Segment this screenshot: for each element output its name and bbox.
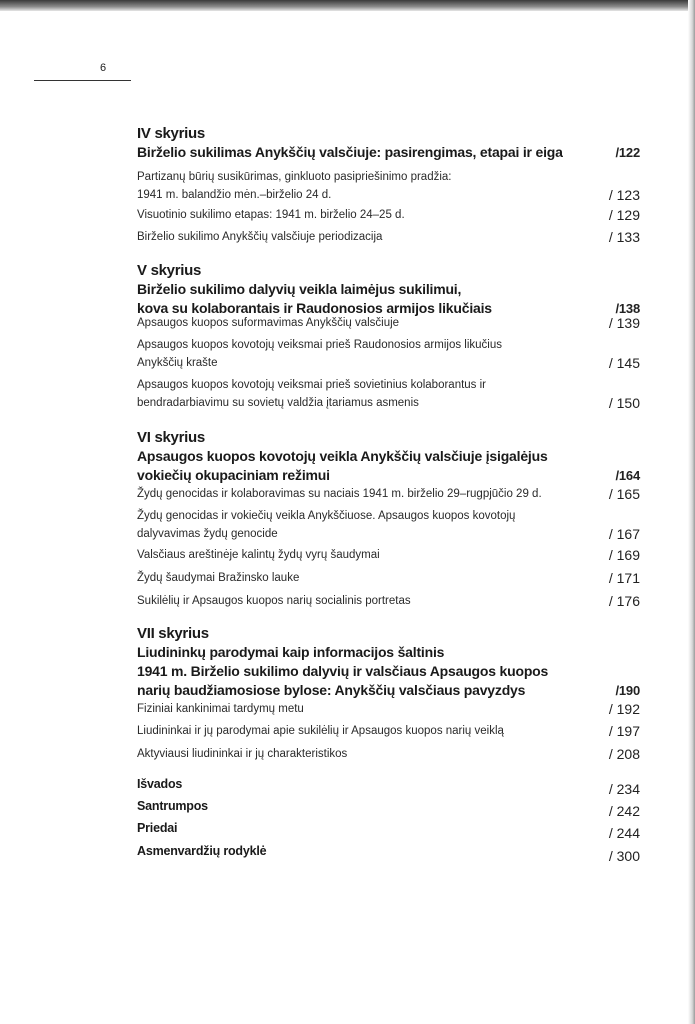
entry-title: Aktyviausi liudininkai ir jų charakteristikos	[137, 748, 348, 760]
toc-entry[interactable]	[137, 507, 640, 543]
toc-entry[interactable]	[137, 168, 640, 204]
entry-page-number: / 208	[608, 746, 640, 762]
toc-entry[interactable]	[137, 722, 640, 740]
end-matter-entry[interactable]	[137, 777, 640, 797]
end-matter-label: Išvados	[137, 777, 183, 791]
chapter-title: Birželio sukilimo dalyvių veikla laimėjus sukilimui, kova su kolaborantais ir Raudonosios armijos likučiais	[137, 281, 492, 316]
entry-page-number: / 123	[608, 187, 640, 203]
chapter-page-number: /190	[615, 683, 640, 698]
entry-page-number: / 171	[608, 570, 640, 586]
entry-page-number: / 145	[608, 355, 640, 371]
entry-title: Žydų genocidas ir kolaboravimas su naciais 1941 m. birželio 29–rugpjūčio 29 d.	[137, 488, 542, 500]
chapter-label: VII skyrius	[137, 625, 209, 642]
toc-entry[interactable]	[137, 569, 640, 587]
entry-title: Liudininkai ir jų parodymai apie sukilėlių ir Apsaugos kuopos narių veiklą	[137, 725, 504, 737]
scan-top-edge	[0, 0, 695, 11]
end-matter-page-number: / 300	[608, 848, 640, 864]
entry-title: Apsaugos kuopos kovotojų veiksmai prieš Raudonosios armijos likučius Anykščių krašte	[137, 339, 502, 369]
toc-entry[interactable]	[137, 745, 640, 763]
entry-page-number: / 133	[608, 229, 640, 245]
toc-entry[interactable]	[137, 206, 640, 224]
chapter-label: IV skyrius	[137, 125, 205, 142]
entry-title: Partizanų būrių susikūrimas, ginkluoto pasipriešinimo pradžia: 1941 m. balandžio mėn.–birželio 24 d.	[137, 171, 452, 201]
chapter-page-number: /164	[615, 468, 640, 483]
toc-entry[interactable]	[137, 700, 640, 718]
chapter-title-row[interactable]	[137, 447, 640, 485]
chapter-page-number: /122	[615, 145, 640, 160]
entry-page-number: / 167	[608, 526, 640, 542]
page-number: 6	[100, 62, 107, 74]
end-matter-label: Priedai	[137, 821, 178, 835]
toc-entry[interactable]	[137, 546, 640, 564]
chapter-title: Apsaugos kuopos kovotojų veikla Anykščių valsčiuje įsigalėjus vokiečių okupaciniam režimui	[137, 448, 548, 483]
chapter-label: VI skyrius	[137, 429, 205, 446]
entry-title: Apsaugos kuopos suformavimas Anykščių valsčiuje	[137, 317, 400, 329]
chapter-label: V skyrius	[137, 262, 202, 279]
entry-title: Sukilėlių ir Apsaugos kuopos narių socialinis portretas	[137, 595, 411, 607]
entry-page-number: / 129	[608, 207, 640, 223]
end-matter-entry[interactable]	[137, 799, 640, 819]
toc-entry[interactable]	[137, 485, 640, 503]
chapter-title-row[interactable]	[137, 280, 640, 318]
entry-title: Apsaugos kuopos kovotojų veiksmai prieš sovietinius kolaborantus ir bendradarbiavimu su sovietų valdžia įtariamus asmenis	[137, 379, 487, 409]
toc-entry[interactable]	[137, 228, 640, 246]
entry-title: Visuotinio sukilimo etapas: 1941 m. birželio 24–25 d.	[137, 209, 405, 221]
chapter-title-row[interactable]	[137, 643, 640, 700]
entry-title: Žydų genocidas ir vokiečių veikla Anykščiuose. Apsaugos kuopos kovotojų dalyvavimas žydų genocide	[137, 510, 516, 540]
entry-title: Žydų šaudymai Bražinsko lauke	[137, 572, 300, 584]
entry-page-number: / 176	[608, 593, 640, 609]
end-matter-label: Asmenvardžių rodyklė	[137, 844, 267, 858]
end-matter-page-number: / 242	[608, 803, 640, 819]
entry-title: Valsčiaus areštinėje kalintų žydų vyrų šaudymai	[137, 549, 380, 561]
toc-entry[interactable]	[137, 592, 640, 610]
page-number-rule	[34, 80, 131, 81]
entry-page-number: / 139	[608, 315, 640, 331]
end-matter-page-number: / 244	[608, 825, 640, 841]
chapter-title: Liudininkų parodymai kaip informacijos šaltinis 1941 m. Birželio sukilimo dalyvių ir valsčiaus Apsaugos kuopos narių baudžiamosiose bylose: Anykščių valsčiaus pavyzdys	[137, 644, 549, 698]
end-matter-entry[interactable]	[137, 844, 640, 864]
entry-page-number: / 197	[608, 723, 640, 739]
toc-entry[interactable]	[137, 376, 640, 412]
chapter-page-number: /138	[615, 301, 640, 316]
chapter-title-row[interactable]	[137, 143, 640, 162]
entry-page-number: / 150	[608, 395, 640, 411]
entry-page-number: / 169	[608, 547, 640, 563]
entry-page-number: / 192	[608, 701, 640, 717]
entry-title: Birželio sukilimo Anykščių valsčiuje periodizacija	[137, 231, 383, 243]
entry-page-number: / 165	[608, 486, 640, 502]
toc-entry[interactable]	[137, 336, 640, 372]
chapter-title: Birželio sukilimas Anykščių valsčiuje: pasirengimas, etapai ir eiga	[137, 144, 563, 160]
scan-right-edge	[688, 0, 695, 1024]
end-matter-page-number: / 234	[608, 781, 640, 797]
entry-title: Fiziniai kankinimai tardymų metu	[137, 703, 304, 715]
toc-entry[interactable]	[137, 314, 640, 332]
end-matter-label: Santrumpos	[137, 799, 208, 813]
end-matter-entry[interactable]	[137, 821, 640, 841]
